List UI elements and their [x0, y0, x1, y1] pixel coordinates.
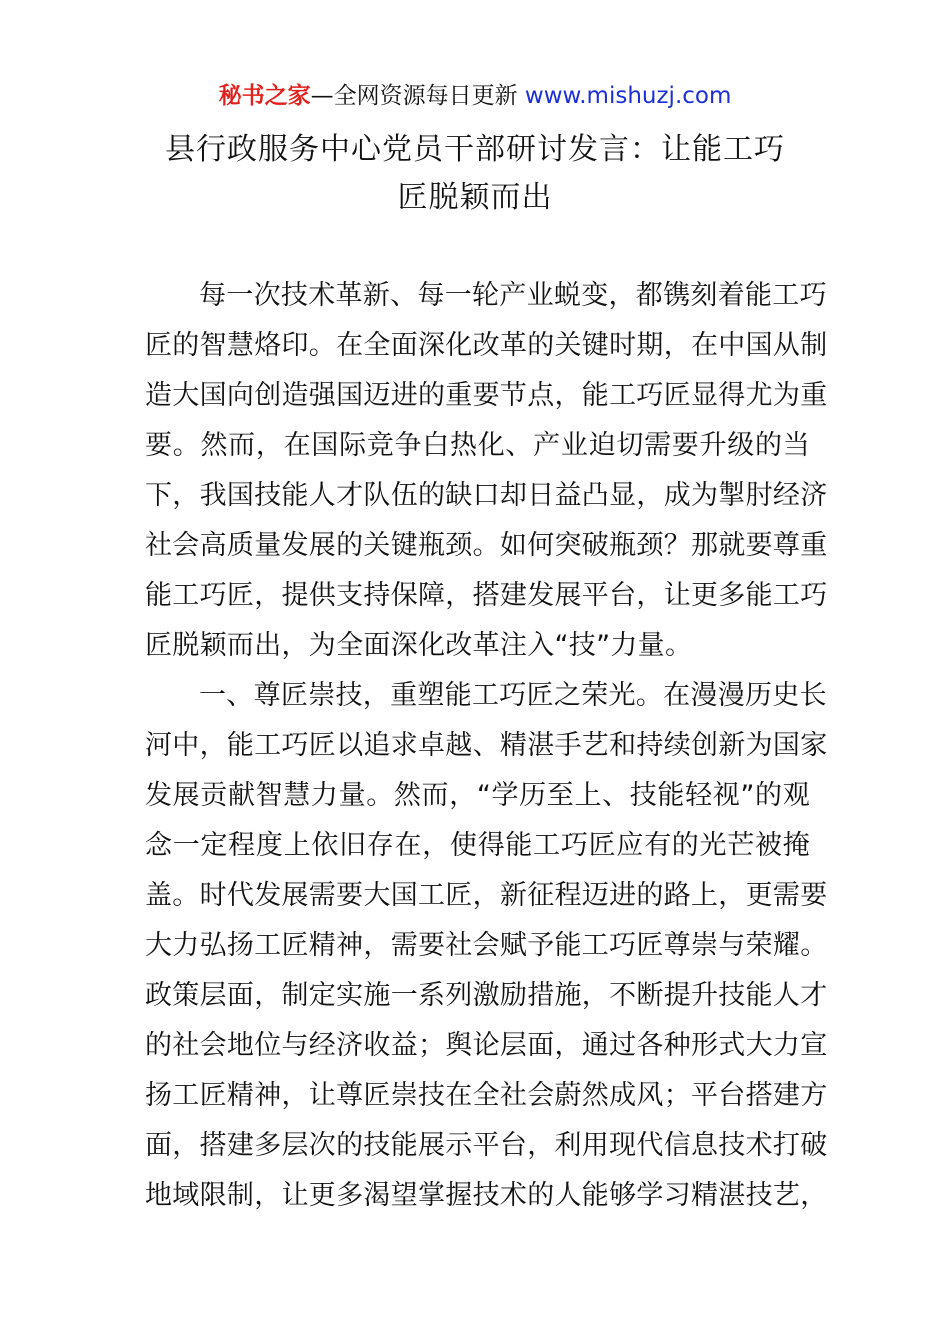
site-name: 秘书之家 [218, 83, 311, 109]
document-title [120, 126, 830, 222]
site-tagline: —全网资源每日更新 [310, 83, 525, 109]
body-line: 面，搭建多层次的技能展示平台，利用现代信息技术打破 [145, 1130, 828, 1161]
body-line: 能工巧匠，提供支持保障，搭建发展平台，让更多能工巧 [145, 580, 828, 611]
body-line: 匠脱颖而出，为全面深化改革注入“技”力量。 [145, 630, 693, 661]
site-header [0, 80, 950, 112]
body-line: 地域限制，让更多渴望掌握技术的人能够学习精湛技艺， [145, 1180, 828, 1211]
body-line: 下，我国技能人才队伍的缺口却日益凸显，成为掣肘经济 [145, 480, 828, 511]
site-url-link[interactable]: www.mishuzj.com [524, 83, 732, 109]
body-line: 河中，能工巧匠以追求卓越、精湛手艺和持续创新为国家 [145, 730, 828, 761]
body-line: 一、尊匠崇技，重塑能工巧匠之荣光。在漫漫历史长 [199, 680, 827, 711]
body-line: 每一次技术革新、每一轮产业蜕变，都镌刻着能工巧 [199, 280, 827, 311]
body-line: 大力弘扬工匠精神，需要社会赋予能工巧匠尊崇与荣耀。 [145, 930, 828, 961]
body-line: 的社会地位与经济收益；舆论层面，通过各种形式大力宣 [145, 1030, 828, 1061]
body-line: 发展贡献智慧力量。然而，“学历至上、技能轻视”的观 [145, 780, 810, 811]
body-line: 造大国向创造强国迈进的重要节点，能工巧匠显得尤为重 [145, 380, 828, 411]
body-line: 匠的智慧烙印。在全面深化改革的关键时期，在中国从制 [145, 330, 828, 361]
title-line-1: 县行政服务中心党员干部研讨发言：让能工巧 [165, 132, 785, 167]
body-line: 盖。时代发展需要大国工匠，新征程迈进的路上，更需要 [145, 880, 828, 911]
body-line: 社会高质量发展的关键瓶颈。如何突破瓶颈？那就要尊重 [145, 530, 828, 561]
body-line: 扬工匠精神，让尊匠崇技在全社会蔚然成风；平台搭建方 [145, 1080, 828, 1111]
body-line: 念一定程度上依旧存在，使得能工巧匠应有的光芒被掩 [145, 830, 810, 861]
document-body [145, 271, 828, 1221]
title-line-2: 匠脱颖而出 [397, 180, 553, 215]
body-line: 要。然而，在国际竞争白热化、产业迫切需要升级的当 [145, 430, 810, 461]
body-line: 政策层面，制定实施一系列激励措施，不断提升技能人才 [145, 980, 828, 1011]
